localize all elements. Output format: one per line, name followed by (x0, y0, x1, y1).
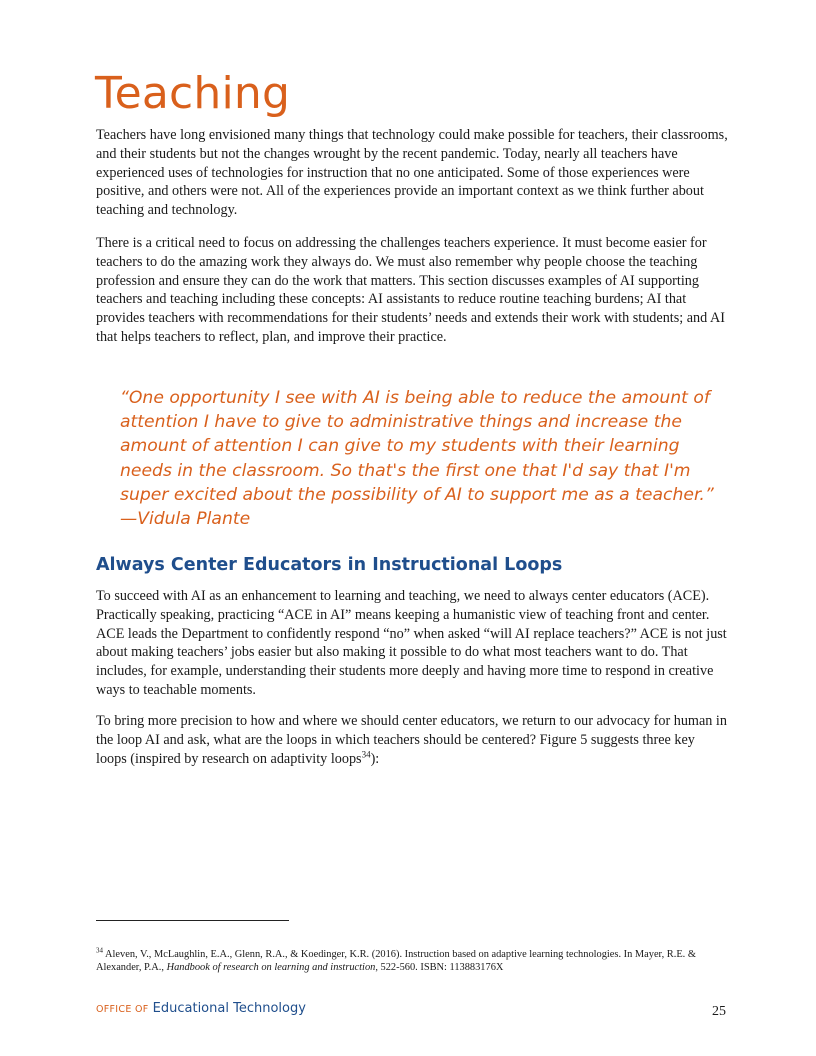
section-heading: Always Center Educators in Instructional Loops (96, 555, 563, 575)
intro-paragraph-2: There is a critical need to focus on addressing the challenges teachers experience. It must become easier for teachers to do the amazing work they always do. We must also remember why people choose the teaching profession and ensure they can do the work that matters. This section discusses examples of AI supporting teachers and teaching including these concepts: AI assistants to reduce routine teaching burdens; AI that provides teachers with recommendations for their students’ needs and extends their work with students; and AI that helps teachers to reflect, plan, and improve their practice. (96, 235, 725, 345)
page-title: Teaching (95, 68, 291, 119)
footnote-book-title: Handbook of research on learning and instruction (166, 962, 376, 973)
quote-attribution: —Vidula Plante (120, 509, 251, 530)
footnote-number: 34 (96, 946, 103, 955)
footnote-divider (96, 920, 289, 921)
intro-paragraph-1: Teachers have long envisioned many things that technology could make possible for teachers, their classrooms, and their students but not the changes wrought by the recent pandemic. Today, nearly all teachers have experienced uses of technologies for instruction that no one anticipated. Some of those experiences were positive, and others were not. All of the experiences provide an important context as we think further about teaching and technology. (96, 127, 728, 219)
pull-quote (120, 386, 730, 531)
section-paragraph-2 (96, 712, 728, 768)
page-number: 25 (712, 1004, 726, 1019)
section-paragraph-1: To succeed with AI as an enhancement to learning and teaching, we need to always center educators (ACE). Practically speaking, practicing “ACE in AI” means keeping a humanistic view of teaching front and center. ACE leads the Department to confidently respond “no” when asked “will AI replace teachers?” ACE is not just about making teachers’ jobs easier but also making it possible to do what most teachers want to do. That includes, for example, understanding their students more deeply and having more time to respond in creative ways to teachable moments. (96, 588, 727, 698)
footnote-text-end: , 522-560. ISBN: 113883176X (375, 962, 504, 973)
quote-text: “One opportunity I see with AI is being able to reduce the amount of attention I have to give to administrative things and increase the amount of attention I can give to my students with their learning needs in the classroom. So that's the first one that I'd say that I'm super excited about the possibility of AI to support me as a teacher.” (120, 388, 714, 505)
footer-office-label: OFFICE OF (96, 1004, 149, 1015)
footer-brand (96, 1001, 306, 1016)
section-paragraph-2-end: ): (370, 750, 380, 767)
footnote-text-start: Aleven, V., McLaughlin, E.A., Glenn, R.A., & Koedinger, K.R. (2016). Instruction based on adaptive learning technologies. In Mayer, R.E. & Alexander, P.A., (96, 949, 696, 973)
footnote-reference[interactable]: 34 (361, 748, 371, 759)
footer-brand-name: Educational Technology (152, 1001, 306, 1016)
footnote (96, 948, 736, 974)
section-paragraph-2-text: To bring more precision to how and where we should center educators, we return to our advocacy for human in the loop AI and ask, what are the loops in which teachers should be centered? Figure 5 suggests three key loops (inspired by research on adaptivity loops (96, 713, 727, 767)
